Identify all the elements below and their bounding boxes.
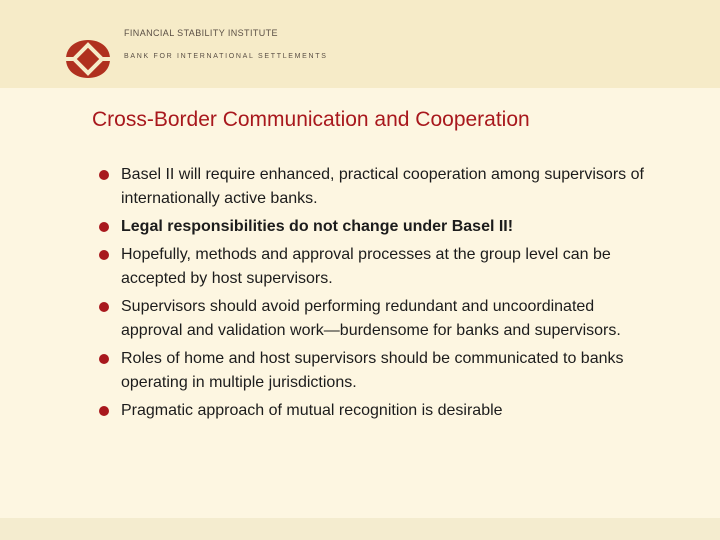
org-subtitle: BANK FOR INTERNATIONAL SETTLEMENTS: [124, 53, 328, 60]
bullet-text: Roles of home and host supervisors should be communicated to banks operating in multiple jurisdictions.: [121, 350, 624, 391]
bullet-text: Hopefully, methods and approval processes at the group level can be accepted by host supervisors.: [121, 246, 611, 287]
bullet-text: Pragmatic approach of mutual recognition is desirable: [121, 402, 503, 419]
bullet-item: [92, 295, 652, 343]
slide-header: [0, 0, 720, 88]
bullet-dot-icon: [99, 222, 109, 232]
footer-band: [0, 518, 720, 540]
bullet-text: Legal responsibilities do not change under Basel II!: [121, 218, 514, 235]
bullet-item: [92, 243, 652, 291]
bullet-item: [92, 347, 652, 395]
bullet-dot-icon: [99, 170, 109, 180]
bullet-item: [92, 163, 652, 211]
bullet-text: Basel II will require enhanced, practical cooperation among supervisors of internationally active banks.: [121, 166, 644, 207]
org-title: FINANCIAL STABILITY INSTITUTE: [124, 28, 278, 38]
bullet-list: [92, 163, 652, 427]
bullet-dot-icon: [99, 250, 109, 260]
bullet-text: Supervisors should avoid performing redundant and uncoordinated approval and validation work—burdensome for banks and supervisors.: [121, 298, 621, 339]
slide-title: Cross-Border Communication and Cooperation: [92, 108, 530, 131]
bullet-item: [92, 215, 652, 239]
bullet-item: [92, 399, 652, 423]
bullet-dot-icon: [99, 406, 109, 416]
bullet-dot-icon: [99, 302, 109, 312]
bullet-dot-icon: [99, 354, 109, 364]
bis-logo-icon: [58, 38, 118, 80]
